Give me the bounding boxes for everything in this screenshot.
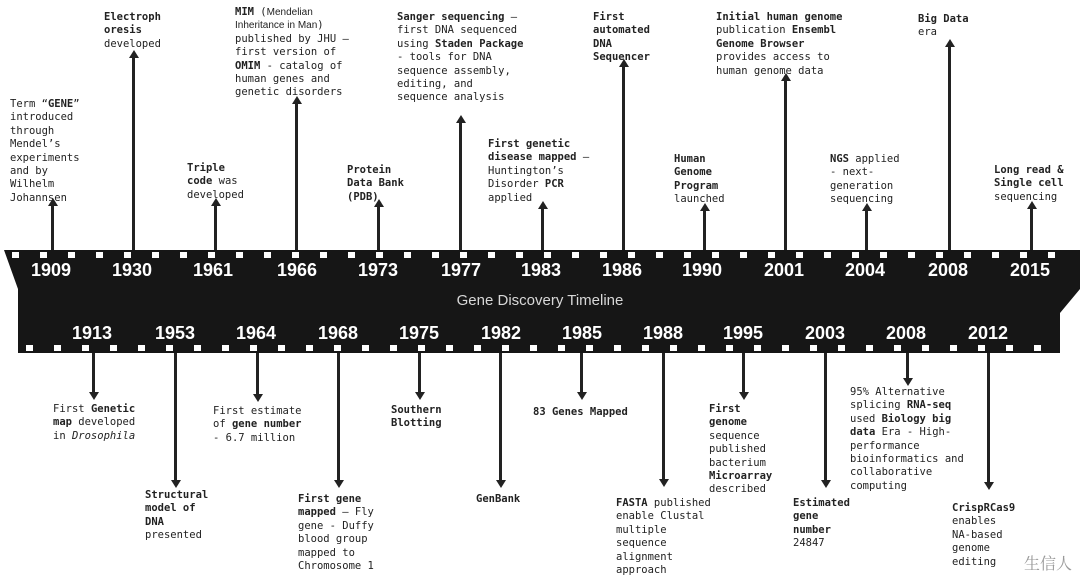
year-bottom: 2003 xyxy=(804,323,846,343)
event-text: First genome sequence published bacterium Microarray described xyxy=(709,403,773,496)
event-connector xyxy=(256,353,259,395)
year-bottom: 1982 xyxy=(480,323,522,343)
event-text: Estimated gene number 24847 xyxy=(793,497,850,550)
year-top: 1973 xyxy=(357,260,399,280)
event-text: Term “GENE” introduced through Mendel’s experiments and by Wilhelm Johannsen xyxy=(10,98,80,204)
event-text: 95% Alternative splicing RNA-seq used Biology big data Era - High- performance bioinformatics and collaborative computing xyxy=(850,386,964,492)
year-bottom: 1953 xyxy=(154,323,196,343)
year-top: 1983 xyxy=(520,260,562,280)
event-connector xyxy=(92,353,95,393)
year-bottom: 1968 xyxy=(317,323,359,343)
event-text: Southern Blotting xyxy=(391,404,442,430)
event-connector xyxy=(214,205,217,250)
event-connector xyxy=(499,353,502,481)
event-connector xyxy=(51,205,54,250)
year-top: 2004 xyxy=(844,260,886,280)
year-top: 1966 xyxy=(276,260,318,280)
event-connector xyxy=(377,206,380,250)
year-top: 1986 xyxy=(601,260,643,280)
year-bottom: 1964 xyxy=(235,323,277,343)
event-text: Big Data era xyxy=(918,13,969,39)
event-connector xyxy=(948,46,951,250)
event-text: First Genetic map developed in Drosophila xyxy=(53,403,136,442)
event-text: First gene mapped – Fly gene - Duffy blood group mapped to Chromosome 1 xyxy=(298,493,374,573)
event-text: FASTA published enable Clustal multiple sequence alignment approach xyxy=(616,497,711,577)
event-connector xyxy=(742,353,745,393)
event-connector xyxy=(174,353,177,481)
event-connector xyxy=(541,208,544,250)
event-connector xyxy=(703,210,706,250)
event-connector xyxy=(459,122,462,250)
event-text: CrispRCas9 enables NA-based genome editing xyxy=(952,502,1016,568)
year-top: 2001 xyxy=(763,260,805,280)
event-connector xyxy=(662,353,665,480)
event-connector xyxy=(418,353,421,393)
year-top: 1961 xyxy=(192,260,234,280)
event-text: MIM (Mendelian Inheritance in Man) published by JHU – first version of OMIM - catalog of human genes and genetic disorders xyxy=(235,6,349,99)
event-connector xyxy=(132,57,135,250)
event-connector xyxy=(906,353,909,379)
event-text: Initial human genome publication Ensembl Genome Browser provides access to human genome data xyxy=(716,11,843,77)
year-bottom: 2008 xyxy=(885,323,927,343)
year-top: 2008 xyxy=(927,260,969,280)
year-bottom: 2012 xyxy=(967,323,1009,343)
event-connector xyxy=(865,210,868,250)
event-text: Sanger sequencing – first DNA sequenced using Staden Package - tools for DNA sequence assembly, editing, and sequence analysis xyxy=(397,11,524,104)
year-top: 1990 xyxy=(681,260,723,280)
event-connector xyxy=(1030,208,1033,250)
year-top: 2015 xyxy=(1009,260,1051,280)
event-text: First genetic disease mapped – Huntington’s Disorder PCR applied xyxy=(488,138,590,204)
year-top: 1977 xyxy=(440,260,482,280)
year-bottom: 1995 xyxy=(722,323,764,343)
event-text: Triple code was developed xyxy=(187,162,244,201)
event-text: Long read & Single cell sequencing xyxy=(994,164,1064,203)
timeline-title: Gene Discovery Timeline xyxy=(456,292,624,309)
event-text: Protein Data Bank (PDB) xyxy=(347,164,404,203)
event-connector xyxy=(824,353,827,481)
year-top: 1930 xyxy=(111,260,153,280)
year-top: 1909 xyxy=(30,260,72,280)
event-connector xyxy=(622,66,625,250)
year-bottom: 1985 xyxy=(561,323,603,343)
year-bottom: 1975 xyxy=(398,323,440,343)
event-connector xyxy=(987,353,990,483)
event-connector xyxy=(337,353,340,481)
event-text: Human Genome Program launched xyxy=(674,153,725,206)
watermark-logo: 生信人 xyxy=(1023,554,1072,573)
year-bottom: 1988 xyxy=(642,323,684,343)
year-bottom: 1913 xyxy=(71,323,113,343)
event-text: First estimate of gene number - 6.7 million xyxy=(213,405,302,444)
event-connector xyxy=(784,80,787,250)
event-text: 83 Genes Mapped xyxy=(533,406,628,418)
event-connector xyxy=(295,103,298,250)
event-text: GenBank xyxy=(476,493,521,505)
event-connector xyxy=(580,353,583,393)
event-text: NGS applied - next- generation sequencing xyxy=(830,153,900,206)
event-text: Electroph oresis developed xyxy=(104,11,161,50)
event-text: Structural model of DNA presented xyxy=(145,489,209,542)
event-text: First automated DNA Sequencer xyxy=(593,11,650,64)
